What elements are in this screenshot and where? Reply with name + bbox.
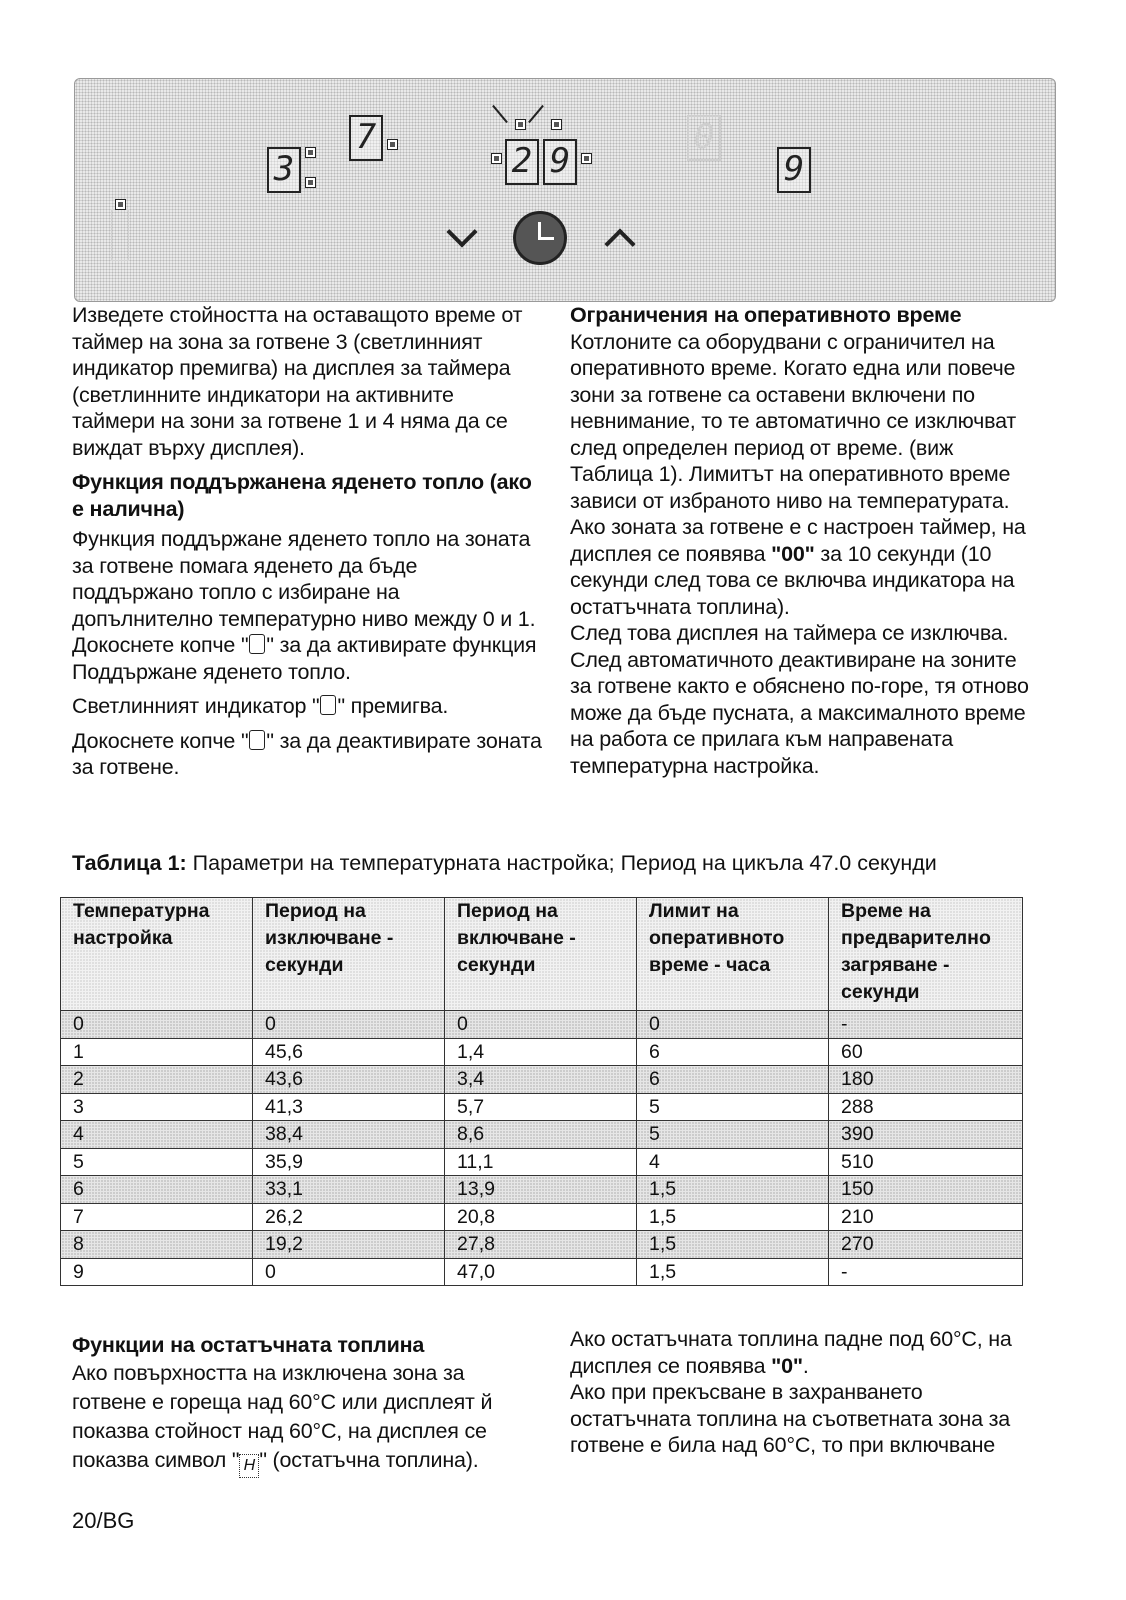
table-cell: 47,0	[445, 1258, 637, 1286]
timer-digit-tens: 2	[505, 139, 539, 185]
zone-2-display: 7	[349, 115, 383, 161]
indicator-blinks-paragraph: Светлинният индикатор " " премигва.	[72, 694, 449, 718]
table-body	[61, 1011, 1023, 1286]
timer-led-blinking	[515, 119, 526, 130]
timer-led-far-right	[581, 153, 592, 164]
keep-warm-indicator-icon	[320, 695, 336, 715]
restart-paragraph: След автоматичното деактивиране на зоните за готвене както е обяснено по-горе, тя отново може да бъде пусната, а максималното време на работа се прилага към направената температурна настройка.	[570, 647, 1029, 778]
timer-clock-icon[interactable]	[513, 211, 567, 265]
table-cell: 0	[445, 1011, 637, 1039]
table-cell: 1,5	[637, 1176, 829, 1204]
table-cell: 20,8	[445, 1203, 637, 1231]
table-cell: 6	[637, 1066, 829, 1094]
chevron-up-icon[interactable]	[604, 228, 635, 259]
table-cell: 4	[61, 1121, 253, 1149]
residual-heat-right	[570, 1326, 1040, 1459]
zone-3-display: 3	[267, 147, 301, 193]
table-cell: 9	[61, 1258, 253, 1286]
table-cell: -	[829, 1011, 1023, 1039]
table-cell: 150	[829, 1176, 1023, 1204]
header-operating-limit: Лимит на оперативното време - часа	[637, 898, 829, 1011]
blink-ray-right	[528, 105, 544, 123]
table-cell: 0	[253, 1258, 445, 1286]
below-60-paragraph: Ако остатъчната топлина падне под 60°C, на дисплея се появява "0".	[570, 1327, 1012, 1378]
table-row	[61, 1231, 1023, 1259]
keep-warm-button-icon-2	[249, 730, 265, 750]
page-number: 20/BG	[72, 1508, 135, 1533]
table-cell: 3	[61, 1093, 253, 1121]
table-cell: 5,7	[445, 1093, 637, 1121]
keep-warm-button-icon	[249, 634, 265, 654]
table-row	[61, 1176, 1023, 1204]
residual-heat-heading: Функции на остатъчната топлина	[72, 1333, 425, 1357]
table-cell: 1,5	[637, 1203, 829, 1231]
timer-digit-units: 9	[543, 139, 577, 185]
keep-warm-paragraph: Функция поддържане яденето топло на зоната за готвене помага яденето да бъде поддържано топло с избиране на допълнително температурно ниво между 0 и 1. Докоснете копче " " за да активирате функция Поддържане яденето топло.	[72, 527, 537, 684]
table-cell: 60	[829, 1038, 1023, 1066]
table-cell: 288	[829, 1093, 1023, 1121]
table-cell: 26,2	[253, 1203, 445, 1231]
table-cell: 0	[61, 1011, 253, 1039]
table-cell: 210	[829, 1203, 1023, 1231]
header-on-period: Период на включване - секунди	[445, 898, 637, 1011]
table-caption: Таблица 1: Параметри на температурната настройка; Период на цикъла 47.0 секунди	[72, 851, 937, 875]
table-cell: 510	[829, 1148, 1023, 1176]
table-cell: 8	[61, 1231, 253, 1259]
table-row	[61, 1258, 1023, 1286]
table-cell: 35,9	[253, 1148, 445, 1176]
timer-display-off-paragraph: След това дисплея на таймера се изключва.	[570, 621, 1009, 645]
temperature-parameters-table	[60, 897, 1023, 1286]
operating-time-paragraph: Котлоните са оборудвани с ограничител на оперативното време. Когато една или повече зони за готвене са оставени включени по невнимание, то те автоматично се изключват след определен период от време. (виж Таблица 1). Лимитът на оперативното време зависи от избраното ниво на температурата. Ако зоната за готвене е с настроен таймер, на дисплея се появява "00" за 10 секунди (10 секунди след това се включва индикатора на остатъчната топлина).	[570, 329, 1026, 619]
table-cell: 41,3	[253, 1093, 445, 1121]
table-header-row	[61, 898, 1023, 1011]
table-cell: -	[829, 1258, 1023, 1286]
table-cell: 180	[829, 1066, 1023, 1094]
zone-3-led-bottom	[305, 177, 316, 188]
table-cell: 33,1	[253, 1176, 445, 1204]
table-row	[61, 1148, 1023, 1176]
table-row	[61, 1121, 1023, 1149]
table-cell: 5	[637, 1121, 829, 1149]
zone-led	[115, 199, 126, 210]
table-cell: 11,1	[445, 1148, 637, 1176]
chevron-down-icon[interactable]	[446, 216, 477, 247]
table-cell: 1,5	[637, 1231, 829, 1259]
table-cell: 38,4	[253, 1121, 445, 1149]
table-cell: 5	[637, 1093, 829, 1121]
zone-3-led-top	[305, 147, 316, 158]
table-cell: 6	[637, 1038, 829, 1066]
zone-1-display-faded: 0	[687, 115, 721, 161]
table-row	[61, 1093, 1023, 1121]
table-cell: 8,6	[445, 1121, 637, 1149]
residual-heat-symbol-icon: H	[239, 1454, 259, 1478]
table-cell: 270	[829, 1231, 1023, 1259]
table-cell: 1	[61, 1038, 253, 1066]
control-panel-illustration	[74, 78, 1056, 302]
table-cell: 43,6	[253, 1066, 445, 1094]
zone-indicator-outline	[111, 209, 129, 261]
power-interruption-paragraph: Ако при прекъсване в захранването остатъчната топлина на съответната зона за готвене е била над 60°C, то при включване	[570, 1380, 1011, 1457]
residual-heat-paragraph: Ако повърхността на изключена зона за готвене е гореща над 60°C или дисплеят й показва стойност над 60°C, на дисплея се показва символ " H " (остатъчна топлина).	[72, 1359, 542, 1478]
table-cell: 4	[637, 1148, 829, 1176]
table-cell: 0	[253, 1011, 445, 1039]
zone-4-display: 9	[777, 147, 811, 193]
header-temperature-setting: Температурна настройка	[61, 898, 253, 1011]
table-cell: 2	[61, 1066, 253, 1094]
table-row	[61, 1038, 1023, 1066]
table-cell: 1,4	[445, 1038, 637, 1066]
table-cell: 5	[61, 1148, 253, 1176]
table-cell: 27,8	[445, 1231, 637, 1259]
table-cell: 19,2	[253, 1231, 445, 1259]
table-cell: 1,5	[637, 1258, 829, 1286]
keep-warm-heading: Функция поддържанена яденето топло (ако е налична)	[72, 470, 532, 521]
table-row	[61, 1066, 1023, 1094]
blink-ray-left	[492, 105, 508, 123]
table-cell: 3,4	[445, 1066, 637, 1094]
header-preheat-time: Време на предварително загряване - секунди	[829, 898, 1023, 1011]
table-cell: 0	[637, 1011, 829, 1039]
table-cell: 45,6	[253, 1038, 445, 1066]
table-cell: 13,9	[445, 1176, 637, 1204]
table-row	[61, 1011, 1023, 1039]
deactivate-paragraph: Докоснете копче " " за да деактивирате зоната за готвене.	[72, 728, 542, 779]
left-column	[72, 302, 542, 781]
table-row	[61, 1203, 1023, 1231]
zone-2-led	[387, 139, 398, 150]
table-cell: 6	[61, 1176, 253, 1204]
table-cell: 7	[61, 1203, 253, 1231]
header-off-period: Период на изключване - секунди	[253, 898, 445, 1011]
operating-time-limits-heading: Ограничения на оперативното време	[570, 303, 962, 327]
timer-led-left	[491, 153, 502, 164]
table-cell: 390	[829, 1121, 1023, 1149]
residual-heat-left	[72, 1332, 542, 1478]
timer-display-paragraph: Изведете стойността на оставащото време от таймер на зона за готвене 3 (светлинният индикатор премигва) на дисплея за таймера (светлинните индикатори на активните таймери на зони за готвене 1 и 4 няма да се виждат върху дисплея).	[72, 303, 523, 460]
right-column	[570, 302, 1040, 779]
timer-led-right	[551, 119, 562, 130]
